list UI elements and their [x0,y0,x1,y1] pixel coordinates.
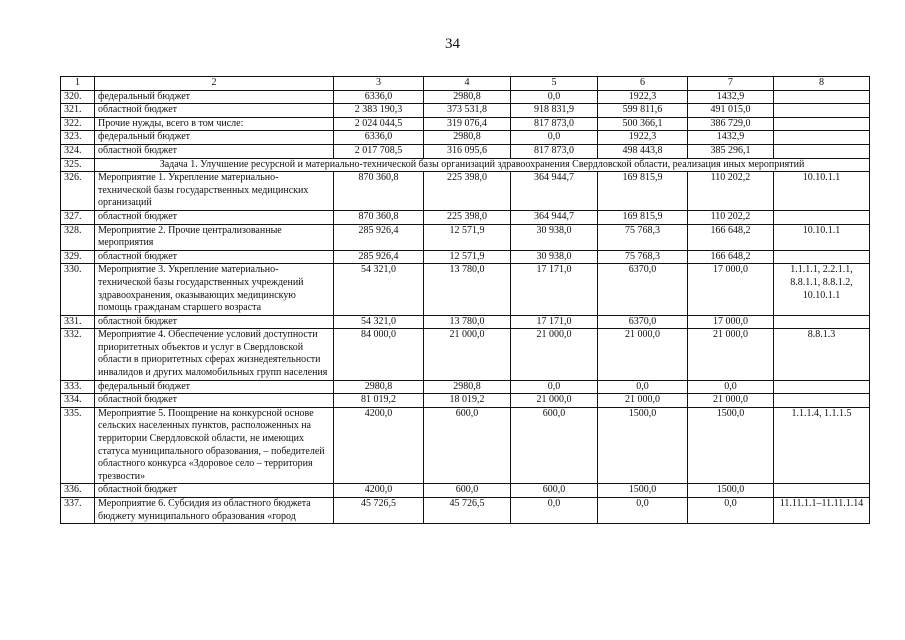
amount-cell: 2 017 708,5 [334,144,424,158]
amount-cell: 225 398,0 [424,210,511,224]
table-row [61,131,870,145]
column-number: 1 [61,77,95,91]
row-name: областной бюджет [95,144,334,158]
table-row [61,315,870,329]
amount-cell: 385 296,1 [688,144,774,158]
amount-cell: 54 321,0 [334,315,424,329]
target-code [774,315,870,329]
table-row [61,394,870,408]
amount-cell: 84 000,0 [334,329,424,380]
table-body [61,77,870,524]
target-code [774,144,870,158]
amount-cell: 817 873,0 [511,144,598,158]
amount-cell: 0,0 [598,380,688,394]
column-number: 3 [334,77,424,91]
target-code [774,380,870,394]
row-number: 336. [61,484,95,498]
amount-cell: 2980,8 [424,131,511,145]
target-code [774,117,870,131]
target-code [774,250,870,264]
row-name: областной бюджет [95,250,334,264]
amount-cell: 225 398,0 [424,172,511,211]
amount-cell: 21 000,0 [688,394,774,408]
amount-cell: 600,0 [511,484,598,498]
amount-cell: 30 938,0 [511,250,598,264]
table-row [61,264,870,315]
table-row [61,498,870,524]
row-name: областной бюджет [95,210,334,224]
amount-cell: 169 815,9 [598,210,688,224]
row-number: 322. [61,117,95,131]
amount-cell: 17 171,0 [511,264,598,315]
row-number: 330. [61,264,95,315]
row-number: 334. [61,394,95,408]
amount-cell: 21 000,0 [688,329,774,380]
row-number: 331. [61,315,95,329]
amount-cell: 166 648,2 [688,250,774,264]
target-code [774,210,870,224]
target-code: 10.10.1.1 [774,172,870,211]
row-number: 337. [61,498,95,524]
amount-cell: 166 648,2 [688,224,774,250]
amount-cell: 6336,0 [334,131,424,145]
amount-cell: 17 171,0 [511,315,598,329]
amount-cell: 0,0 [598,498,688,524]
table-row [61,117,870,131]
amount-cell: 2980,8 [424,90,511,104]
column-number: 6 [598,77,688,91]
amount-cell: 1500,0 [688,407,774,484]
column-number: 4 [424,77,511,91]
row-number: 323. [61,131,95,145]
amount-cell: 1500,0 [688,484,774,498]
page-number: 34 [445,36,460,52]
amount-cell: 1500,0 [598,407,688,484]
row-name: федеральный бюджет [95,380,334,394]
amount-cell: 21 000,0 [424,329,511,380]
row-number: 326. [61,172,95,211]
amount-cell: 21 000,0 [598,329,688,380]
target-code [774,90,870,104]
amount-cell: 599 811,6 [598,104,688,118]
amount-cell: 21 000,0 [598,394,688,408]
table-row [61,380,870,394]
task-heading: Задача 1. Улучшение ресурсной и материально-технической базы организаций здравоохранения Свердловской области, реализация иных мероприятий [95,158,870,172]
amount-cell: 110 202,2 [688,172,774,211]
row-number: 321. [61,104,95,118]
amount-cell: 4200,0 [334,484,424,498]
row-number: 327. [61,210,95,224]
amount-cell: 21 000,0 [511,394,598,408]
amount-cell: 6370,0 [598,264,688,315]
target-code: 1.1.1.4, 1.1.1.5 [774,407,870,484]
amount-cell: 13 780,0 [424,315,511,329]
amount-cell: 2980,8 [424,380,511,394]
row-number: 333. [61,380,95,394]
amount-cell: 17 000,0 [688,315,774,329]
target-code [774,131,870,145]
amount-cell: 30 938,0 [511,224,598,250]
row-name: областной бюджет [95,484,334,498]
table-row [61,250,870,264]
amount-cell: 0,0 [511,131,598,145]
amount-cell: 1432,9 [688,90,774,104]
row-number: 320. [61,90,95,104]
amount-cell: 6336,0 [334,90,424,104]
column-number: 5 [511,77,598,91]
amount-cell: 169 815,9 [598,172,688,211]
target-code [774,484,870,498]
table-row [61,329,870,380]
row-number: 324. [61,144,95,158]
amount-cell: 1500,0 [598,484,688,498]
amount-cell: 498 443,8 [598,144,688,158]
row-number: 335. [61,407,95,484]
amount-cell: 12 571,9 [424,250,511,264]
target-code: 8.8.1.3 [774,329,870,380]
amount-cell: 2 024 044,5 [334,117,424,131]
amount-cell: 600,0 [424,407,511,484]
amount-cell: 0,0 [511,380,598,394]
row-number: 332. [61,329,95,380]
amount-cell: 500 366,1 [598,117,688,131]
row-number: 325. [61,158,95,172]
row-name: Мероприятие 3. Укрепление материально-технической базы государственных учреждений здравоохранения, оказывающих медицинскую помощь гражданам старшего возраста [95,264,334,315]
target-code: 11.11.1.1–11.11.1.14 [774,498,870,524]
amount-cell: 0,0 [511,90,598,104]
amount-cell: 364 944,7 [511,172,598,211]
amount-cell: 1922,3 [598,90,688,104]
row-name: Мероприятие 2. Прочие централизованные мероприятия [95,224,334,250]
amount-cell: 1432,9 [688,131,774,145]
table-row [61,172,870,211]
amount-cell: 491 015,0 [688,104,774,118]
table-row [61,484,870,498]
amount-cell: 285 926,4 [334,250,424,264]
row-name: федеральный бюджет [95,90,334,104]
amount-cell: 316 095,6 [424,144,511,158]
amount-cell: 18 019,2 [424,394,511,408]
row-name: Мероприятие 4. Обеспечение условий доступности приоритетных объектов и услуг в Свердловской области в приоритетных сферах жизнедеятельности инвалидов и других маломобильных групп населения [95,329,334,380]
table-row [61,224,870,250]
table-row [61,90,870,104]
table-row [61,210,870,224]
amount-cell: 0,0 [688,380,774,394]
column-number: 8 [774,77,870,91]
amount-cell: 54 321,0 [334,264,424,315]
row-name: областной бюджет [95,315,334,329]
row-name: Мероприятие 6. Субсидия из областного бюджета бюджету муниципального образования «город [95,498,334,524]
target-code [774,394,870,408]
table-row [61,144,870,158]
amount-cell: 45 726,5 [424,498,511,524]
amount-cell: 75 768,3 [598,250,688,264]
amount-cell: 918 831,9 [511,104,598,118]
amount-cell: 6370,0 [598,315,688,329]
amount-cell: 45 726,5 [334,498,424,524]
amount-cell: 285 926,4 [334,224,424,250]
row-name: Мероприятие 5. Поощрение на конкурсной основе сельских населенных пунктов, расположенных на территории Свердловской области, не имеющих статуса муниципального образования, – победителей областного конкурса «Здоровое село – территория трезвости» [95,407,334,484]
amount-cell: 870 360,8 [334,210,424,224]
target-code: 1.1.1.1, 2.2.1.1, 8.8.1.1, 8.8.1.2, 10.10.1.1 [774,264,870,315]
amount-cell: 364 944,7 [511,210,598,224]
amount-cell: 386 729,0 [688,117,774,131]
target-code: 10.10.1.1 [774,224,870,250]
amount-cell: 2 383 190,3 [334,104,424,118]
column-number: 7 [688,77,774,91]
amount-cell: 600,0 [511,407,598,484]
row-name: областной бюджет [95,394,334,408]
task-heading-row [61,158,870,172]
amount-cell: 81 019,2 [334,394,424,408]
amount-cell: 13 780,0 [424,264,511,315]
amount-cell: 1922,3 [598,131,688,145]
amount-cell: 319 076,4 [424,117,511,131]
amount-cell: 12 571,9 [424,224,511,250]
amount-cell: 17 000,0 [688,264,774,315]
row-number: 329. [61,250,95,264]
target-code [774,104,870,118]
column-number: 2 [95,77,334,91]
amount-cell: 0,0 [511,498,598,524]
amount-cell: 2980,8 [334,380,424,394]
amount-cell: 4200,0 [334,407,424,484]
column-number-row [61,77,870,91]
row-name: федеральный бюджет [95,131,334,145]
row-name: Прочие нужды, всего в том числе: [95,117,334,131]
amount-cell: 817 873,0 [511,117,598,131]
amount-cell: 21 000,0 [511,329,598,380]
amount-cell: 373 531,8 [424,104,511,118]
amount-cell: 75 768,3 [598,224,688,250]
row-number: 328. [61,224,95,250]
row-name: Мероприятие 1. Укрепление материально-технической базы государственных медицинских организаций [95,172,334,211]
amount-cell: 870 360,8 [334,172,424,211]
amount-cell: 600,0 [424,484,511,498]
table-row [61,407,870,484]
amount-cell: 0,0 [688,498,774,524]
table-row [61,104,870,118]
row-name: областной бюджет [95,104,334,118]
budget-table [60,76,870,524]
amount-cell: 110 202,2 [688,210,774,224]
